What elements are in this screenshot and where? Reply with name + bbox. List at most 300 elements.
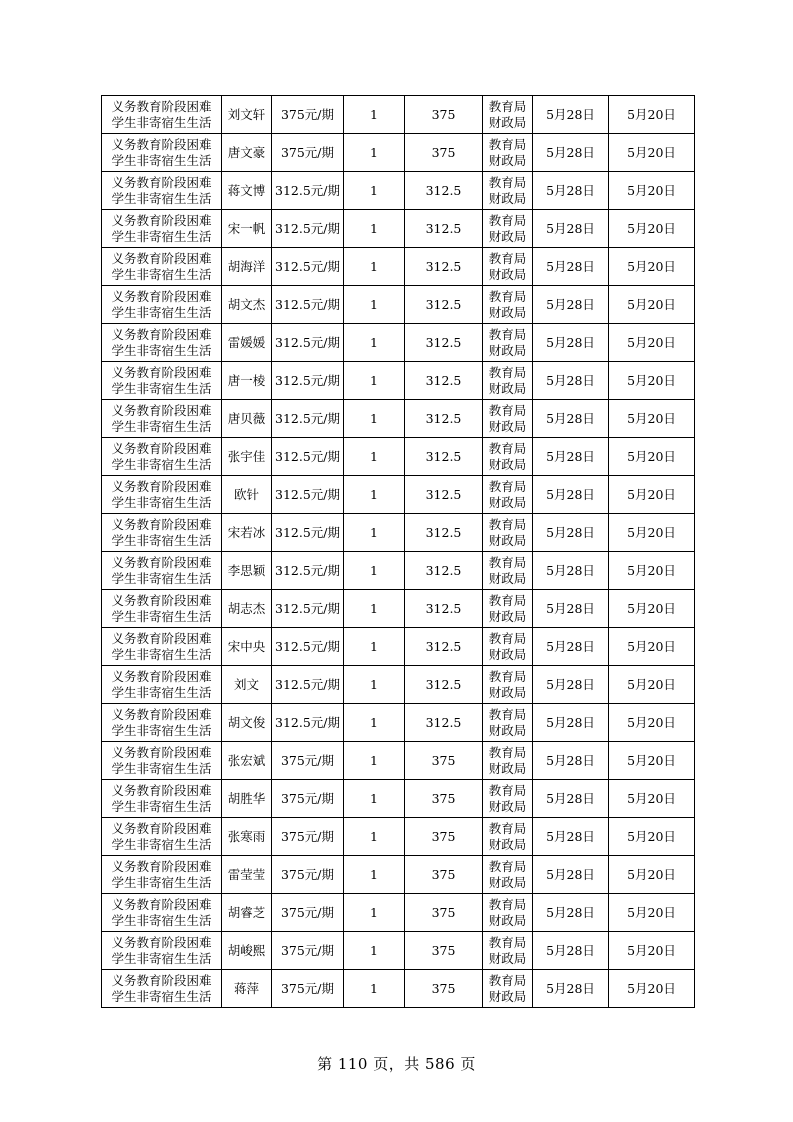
item-line-2: 学生非寄宿生生活 bbox=[111, 152, 212, 168]
count-cell: 1 bbox=[344, 438, 405, 476]
dept-cell bbox=[483, 666, 533, 704]
date-cell-2: 5月20日 bbox=[609, 552, 695, 590]
dept-cell bbox=[483, 704, 533, 742]
item-line-2: 学生非寄宿生生活 bbox=[111, 722, 212, 738]
dept-line-1: 教育局 bbox=[488, 288, 527, 304]
item-line-2: 学生非寄宿生生活 bbox=[111, 608, 212, 624]
date-cell-2: 5月20日 bbox=[609, 894, 695, 932]
date-cell-2: 5月20日 bbox=[609, 172, 695, 210]
date-cell-2: 5月20日 bbox=[609, 96, 695, 134]
count-cell: 1 bbox=[344, 96, 405, 134]
dept-cell bbox=[483, 552, 533, 590]
standard-cell: 312.5元/期 bbox=[272, 666, 344, 704]
item-line-2: 学生非寄宿生生活 bbox=[111, 798, 212, 814]
standard-cell: 375元/期 bbox=[272, 134, 344, 172]
date-cell-1: 5月28日 bbox=[533, 248, 609, 286]
item-line-1: 义务教育阶段困难 bbox=[111, 136, 212, 152]
date-cell-2: 5月20日 bbox=[609, 666, 695, 704]
dept-line-1: 教育局 bbox=[488, 402, 527, 418]
dept-line-2: 财政局 bbox=[488, 646, 527, 662]
item-cell bbox=[102, 400, 222, 438]
count-cell: 1 bbox=[344, 476, 405, 514]
date-cell-2: 5月20日 bbox=[609, 970, 695, 1008]
amount-cell: 375 bbox=[405, 856, 483, 894]
name-cell: 张宏斌 bbox=[222, 742, 272, 780]
item-line-1: 义务教育阶段困难 bbox=[111, 858, 212, 874]
date-cell-2: 5月20日 bbox=[609, 590, 695, 628]
item-line-1: 义务教育阶段困难 bbox=[111, 174, 212, 190]
dept-cell bbox=[483, 362, 533, 400]
item-cell bbox=[102, 362, 222, 400]
date-cell-2: 5月20日 bbox=[609, 400, 695, 438]
table-row bbox=[102, 780, 695, 818]
table-row bbox=[102, 628, 695, 666]
dept-cell bbox=[483, 894, 533, 932]
table-row bbox=[102, 210, 695, 248]
dept-cell bbox=[483, 514, 533, 552]
name-cell: 张寒雨 bbox=[222, 818, 272, 856]
item-line-2: 学生非寄宿生生活 bbox=[111, 304, 212, 320]
count-cell: 1 bbox=[344, 970, 405, 1008]
date-cell-1: 5月28日 bbox=[533, 96, 609, 134]
item-cell bbox=[102, 248, 222, 286]
standard-cell: 312.5元/期 bbox=[272, 400, 344, 438]
count-cell: 1 bbox=[344, 780, 405, 818]
dept-line-1: 教育局 bbox=[488, 212, 527, 228]
item-line-1: 义务教育阶段困难 bbox=[111, 744, 212, 760]
dept-line-1: 教育局 bbox=[488, 706, 527, 722]
standard-cell: 375元/期 bbox=[272, 818, 344, 856]
amount-cell: 312.5 bbox=[405, 362, 483, 400]
item-cell bbox=[102, 628, 222, 666]
item-line-2: 学生非寄宿生生活 bbox=[111, 684, 212, 700]
dept-line-1: 教育局 bbox=[488, 668, 527, 684]
amount-cell: 312.5 bbox=[405, 514, 483, 552]
dept-line-2: 财政局 bbox=[488, 722, 527, 738]
dept-cell bbox=[483, 96, 533, 134]
dept-line-1: 教育局 bbox=[488, 896, 527, 912]
dept-cell bbox=[483, 172, 533, 210]
count-cell: 1 bbox=[344, 590, 405, 628]
item-cell bbox=[102, 780, 222, 818]
standard-cell: 312.5元/期 bbox=[272, 552, 344, 590]
item-line-1: 义务教育阶段困难 bbox=[111, 288, 212, 304]
table-row bbox=[102, 552, 695, 590]
amount-cell: 312.5 bbox=[405, 210, 483, 248]
dept-line-2: 财政局 bbox=[488, 988, 527, 1004]
item-line-1: 义务教育阶段困难 bbox=[111, 972, 212, 988]
dept-line-2: 财政局 bbox=[488, 380, 527, 396]
dept-line-1: 教育局 bbox=[488, 820, 527, 836]
dept-line-2: 财政局 bbox=[488, 684, 527, 700]
date-cell-1: 5月28日 bbox=[533, 742, 609, 780]
standard-cell: 375元/期 bbox=[272, 932, 344, 970]
amount-cell: 375 bbox=[405, 932, 483, 970]
dept-line-1: 教育局 bbox=[488, 440, 527, 456]
date-cell-1: 5月28日 bbox=[533, 210, 609, 248]
dept-line-2: 财政局 bbox=[488, 304, 527, 320]
item-line-1: 义务教育阶段困难 bbox=[111, 402, 212, 418]
item-line-2: 学生非寄宿生生活 bbox=[111, 190, 212, 206]
dept-line-1: 教育局 bbox=[488, 782, 527, 798]
table-row bbox=[102, 856, 695, 894]
date-cell-2: 5月20日 bbox=[609, 818, 695, 856]
subsidy-table bbox=[101, 95, 695, 1008]
amount-cell: 312.5 bbox=[405, 248, 483, 286]
dept-line-1: 教育局 bbox=[488, 972, 527, 988]
name-cell: 胡海洋 bbox=[222, 248, 272, 286]
dept-line-2: 财政局 bbox=[488, 152, 527, 168]
amount-cell: 312.5 bbox=[405, 590, 483, 628]
date-cell-1: 5月28日 bbox=[533, 514, 609, 552]
item-line-1: 义务教育阶段困难 bbox=[111, 934, 212, 950]
table-row bbox=[102, 818, 695, 856]
dept-line-2: 财政局 bbox=[488, 266, 527, 282]
count-cell: 1 bbox=[344, 362, 405, 400]
standard-cell: 312.5元/期 bbox=[272, 628, 344, 666]
date-cell-1: 5月28日 bbox=[533, 552, 609, 590]
dept-line-1: 教育局 bbox=[488, 250, 527, 266]
item-line-1: 义务教育阶段困难 bbox=[111, 592, 212, 608]
table-row bbox=[102, 970, 695, 1008]
item-line-1: 义务教育阶段困难 bbox=[111, 98, 212, 114]
name-cell: 唐贝薇 bbox=[222, 400, 272, 438]
table-row bbox=[102, 932, 695, 970]
dept-line-1: 教育局 bbox=[488, 364, 527, 380]
date-cell-2: 5月20日 bbox=[609, 438, 695, 476]
dept-line-1: 教育局 bbox=[488, 744, 527, 760]
count-cell: 1 bbox=[344, 324, 405, 362]
item-line-2: 学生非寄宿生生活 bbox=[111, 228, 212, 244]
item-cell bbox=[102, 514, 222, 552]
item-line-2: 学生非寄宿生生活 bbox=[111, 836, 212, 852]
date-cell-1: 5月28日 bbox=[533, 856, 609, 894]
standard-cell: 312.5元/期 bbox=[272, 476, 344, 514]
date-cell-1: 5月28日 bbox=[533, 134, 609, 172]
standard-cell: 375元/期 bbox=[272, 856, 344, 894]
item-cell bbox=[102, 438, 222, 476]
dept-cell bbox=[483, 970, 533, 1008]
name-cell: 蒋文博 bbox=[222, 172, 272, 210]
date-cell-1: 5月28日 bbox=[533, 932, 609, 970]
count-cell: 1 bbox=[344, 932, 405, 970]
item-cell bbox=[102, 894, 222, 932]
amount-cell: 312.5 bbox=[405, 172, 483, 210]
count-cell: 1 bbox=[344, 818, 405, 856]
name-cell: 唐一棱 bbox=[222, 362, 272, 400]
item-line-2: 学生非寄宿生生活 bbox=[111, 456, 212, 472]
date-cell-2: 5月20日 bbox=[609, 286, 695, 324]
item-line-2: 学生非寄宿生生活 bbox=[111, 874, 212, 890]
count-cell: 1 bbox=[344, 286, 405, 324]
name-cell: 胡文俊 bbox=[222, 704, 272, 742]
amount-cell: 312.5 bbox=[405, 476, 483, 514]
dept-cell bbox=[483, 134, 533, 172]
dept-line-1: 教育局 bbox=[488, 98, 527, 114]
standard-cell: 375元/期 bbox=[272, 780, 344, 818]
count-cell: 1 bbox=[344, 552, 405, 590]
item-line-1: 义务教育阶段困难 bbox=[111, 668, 212, 684]
standard-cell: 312.5元/期 bbox=[272, 286, 344, 324]
date-cell-1: 5月28日 bbox=[533, 970, 609, 1008]
name-cell: 胡峻熙 bbox=[222, 932, 272, 970]
amount-cell: 375 bbox=[405, 894, 483, 932]
name-cell: 胡文杰 bbox=[222, 286, 272, 324]
page-indicator: 第 110 页，共 586 页 bbox=[317, 1055, 476, 1073]
item-line-2: 学生非寄宿生生活 bbox=[111, 114, 212, 130]
item-cell bbox=[102, 286, 222, 324]
date-cell-2: 5月20日 bbox=[609, 628, 695, 666]
name-cell: 雷媛媛 bbox=[222, 324, 272, 362]
dept-line-2: 财政局 bbox=[488, 418, 527, 434]
count-cell: 1 bbox=[344, 248, 405, 286]
table-row bbox=[102, 96, 695, 134]
name-cell: 蒋萍 bbox=[222, 970, 272, 1008]
item-cell bbox=[102, 134, 222, 172]
table-row bbox=[102, 742, 695, 780]
dept-cell bbox=[483, 932, 533, 970]
count-cell: 1 bbox=[344, 134, 405, 172]
date-cell-2: 5月20日 bbox=[609, 324, 695, 362]
dept-line-2: 财政局 bbox=[488, 570, 527, 586]
date-cell-1: 5月28日 bbox=[533, 286, 609, 324]
item-line-1: 义务教育阶段困难 bbox=[111, 706, 212, 722]
date-cell-1: 5月28日 bbox=[533, 704, 609, 742]
name-cell: 刘文轩 bbox=[222, 96, 272, 134]
item-cell bbox=[102, 704, 222, 742]
dept-line-1: 教育局 bbox=[488, 136, 527, 152]
table-row bbox=[102, 476, 695, 514]
item-cell bbox=[102, 818, 222, 856]
item-cell bbox=[102, 932, 222, 970]
date-cell-1: 5月28日 bbox=[533, 818, 609, 856]
standard-cell: 375元/期 bbox=[272, 742, 344, 780]
dept-cell bbox=[483, 438, 533, 476]
count-cell: 1 bbox=[344, 400, 405, 438]
dept-cell bbox=[483, 210, 533, 248]
name-cell: 欧针 bbox=[222, 476, 272, 514]
table-row bbox=[102, 324, 695, 362]
count-cell: 1 bbox=[344, 628, 405, 666]
date-cell-2: 5月20日 bbox=[609, 476, 695, 514]
standard-cell: 375元/期 bbox=[272, 970, 344, 1008]
date-cell-2: 5月20日 bbox=[609, 134, 695, 172]
item-line-2: 学生非寄宿生生活 bbox=[111, 646, 212, 662]
standard-cell: 375元/期 bbox=[272, 96, 344, 134]
amount-cell: 312.5 bbox=[405, 552, 483, 590]
amount-cell: 375 bbox=[405, 780, 483, 818]
standard-cell: 375元/期 bbox=[272, 894, 344, 932]
item-line-2: 学生非寄宿生生活 bbox=[111, 532, 212, 548]
dept-line-1: 教育局 bbox=[488, 858, 527, 874]
name-cell: 刘文 bbox=[222, 666, 272, 704]
count-cell: 1 bbox=[344, 856, 405, 894]
standard-cell: 312.5元/期 bbox=[272, 590, 344, 628]
dept-line-1: 教育局 bbox=[488, 174, 527, 190]
item-line-1: 义务教育阶段困难 bbox=[111, 212, 212, 228]
name-cell: 唐文豪 bbox=[222, 134, 272, 172]
item-line-1: 义务教育阶段困难 bbox=[111, 782, 212, 798]
date-cell-2: 5月20日 bbox=[609, 704, 695, 742]
item-line-2: 学生非寄宿生生活 bbox=[111, 418, 212, 434]
date-cell-1: 5月28日 bbox=[533, 438, 609, 476]
amount-cell: 312.5 bbox=[405, 324, 483, 362]
dept-cell bbox=[483, 742, 533, 780]
item-line-1: 义务教育阶段困难 bbox=[111, 440, 212, 456]
dept-line-2: 财政局 bbox=[488, 912, 527, 928]
dept-line-2: 财政局 bbox=[488, 456, 527, 472]
dept-line-1: 教育局 bbox=[488, 934, 527, 950]
date-cell-1: 5月28日 bbox=[533, 324, 609, 362]
amount-cell: 375 bbox=[405, 818, 483, 856]
item-cell bbox=[102, 742, 222, 780]
count-cell: 1 bbox=[344, 894, 405, 932]
table-row bbox=[102, 172, 695, 210]
date-cell-1: 5月28日 bbox=[533, 590, 609, 628]
dept-cell bbox=[483, 248, 533, 286]
standard-cell: 312.5元/期 bbox=[272, 704, 344, 742]
date-cell-1: 5月28日 bbox=[533, 666, 609, 704]
dept-cell bbox=[483, 286, 533, 324]
dept-cell bbox=[483, 856, 533, 894]
amount-cell: 312.5 bbox=[405, 400, 483, 438]
amount-cell: 312.5 bbox=[405, 438, 483, 476]
table-row bbox=[102, 514, 695, 552]
count-cell: 1 bbox=[344, 210, 405, 248]
table-row bbox=[102, 438, 695, 476]
name-cell: 胡胜华 bbox=[222, 780, 272, 818]
item-cell bbox=[102, 970, 222, 1008]
item-line-1: 义务教育阶段困难 bbox=[111, 478, 212, 494]
amount-cell: 312.5 bbox=[405, 628, 483, 666]
count-cell: 1 bbox=[344, 704, 405, 742]
dept-line-2: 财政局 bbox=[488, 342, 527, 358]
table-row bbox=[102, 894, 695, 932]
standard-cell: 312.5元/期 bbox=[272, 172, 344, 210]
table-row bbox=[102, 362, 695, 400]
dept-line-1: 教育局 bbox=[488, 516, 527, 532]
dept-line-1: 教育局 bbox=[488, 592, 527, 608]
count-cell: 1 bbox=[344, 742, 405, 780]
name-cell: 宋中央 bbox=[222, 628, 272, 666]
name-cell: 胡睿芝 bbox=[222, 894, 272, 932]
table-row bbox=[102, 704, 695, 742]
item-cell bbox=[102, 476, 222, 514]
dept-cell bbox=[483, 476, 533, 514]
count-cell: 1 bbox=[344, 172, 405, 210]
item-line-2: 学生非寄宿生生活 bbox=[111, 266, 212, 282]
count-cell: 1 bbox=[344, 514, 405, 552]
standard-cell: 312.5元/期 bbox=[272, 514, 344, 552]
dept-cell bbox=[483, 628, 533, 666]
item-line-1: 义务教育阶段困难 bbox=[111, 326, 212, 342]
dept-line-2: 财政局 bbox=[488, 798, 527, 814]
item-cell bbox=[102, 210, 222, 248]
date-cell-2: 5月20日 bbox=[609, 856, 695, 894]
item-line-1: 义务教育阶段困难 bbox=[111, 516, 212, 532]
date-cell-1: 5月28日 bbox=[533, 400, 609, 438]
item-line-2: 学生非寄宿生生活 bbox=[111, 912, 212, 928]
item-line-2: 学生非寄宿生生活 bbox=[111, 342, 212, 358]
dept-cell bbox=[483, 400, 533, 438]
dept-line-1: 教育局 bbox=[488, 554, 527, 570]
dept-line-2: 财政局 bbox=[488, 874, 527, 890]
amount-cell: 375 bbox=[405, 96, 483, 134]
date-cell-2: 5月20日 bbox=[609, 248, 695, 286]
standard-cell: 312.5元/期 bbox=[272, 438, 344, 476]
dept-line-2: 财政局 bbox=[488, 760, 527, 776]
dept-line-2: 财政局 bbox=[488, 494, 527, 510]
dept-line-2: 财政局 bbox=[488, 836, 527, 852]
amount-cell: 375 bbox=[405, 134, 483, 172]
dept-line-2: 财政局 bbox=[488, 114, 527, 130]
dept-line-1: 教育局 bbox=[488, 630, 527, 646]
date-cell-1: 5月28日 bbox=[533, 894, 609, 932]
item-line-2: 学生非寄宿生生活 bbox=[111, 760, 212, 776]
dept-line-1: 教育局 bbox=[488, 326, 527, 342]
count-cell: 1 bbox=[344, 666, 405, 704]
item-line-1: 义务教育阶段困难 bbox=[111, 896, 212, 912]
item-cell bbox=[102, 96, 222, 134]
table-body bbox=[102, 96, 695, 1008]
date-cell-2: 5月20日 bbox=[609, 780, 695, 818]
date-cell-2: 5月20日 bbox=[609, 742, 695, 780]
dept-cell bbox=[483, 780, 533, 818]
date-cell-2: 5月20日 bbox=[609, 514, 695, 552]
date-cell-2: 5月20日 bbox=[609, 362, 695, 400]
date-cell-1: 5月28日 bbox=[533, 362, 609, 400]
dept-cell bbox=[483, 590, 533, 628]
date-cell-2: 5月20日 bbox=[609, 932, 695, 970]
dept-line-2: 财政局 bbox=[488, 190, 527, 206]
table-row bbox=[102, 248, 695, 286]
item-line-1: 义务教育阶段困难 bbox=[111, 820, 212, 836]
dept-cell bbox=[483, 324, 533, 362]
item-line-2: 学生非寄宿生生活 bbox=[111, 570, 212, 586]
amount-cell: 375 bbox=[405, 970, 483, 1008]
name-cell: 雷莹莹 bbox=[222, 856, 272, 894]
table-row bbox=[102, 286, 695, 324]
table-row bbox=[102, 134, 695, 172]
name-cell: 宋若冰 bbox=[222, 514, 272, 552]
dept-line-2: 财政局 bbox=[488, 228, 527, 244]
item-line-2: 学生非寄宿生生活 bbox=[111, 950, 212, 966]
standard-cell: 312.5元/期 bbox=[272, 362, 344, 400]
item-cell bbox=[102, 172, 222, 210]
table-row bbox=[102, 590, 695, 628]
item-line-2: 学生非寄宿生生活 bbox=[111, 380, 212, 396]
table-row bbox=[102, 400, 695, 438]
amount-cell: 312.5 bbox=[405, 704, 483, 742]
date-cell-1: 5月28日 bbox=[533, 780, 609, 818]
standard-cell: 312.5元/期 bbox=[272, 210, 344, 248]
dept-line-2: 财政局 bbox=[488, 950, 527, 966]
date-cell-1: 5月28日 bbox=[533, 172, 609, 210]
dept-cell bbox=[483, 818, 533, 856]
date-cell-1: 5月28日 bbox=[533, 628, 609, 666]
item-line-1: 义务教育阶段困难 bbox=[111, 630, 212, 646]
dept-line-2: 财政局 bbox=[488, 608, 527, 624]
name-cell: 宋一帆 bbox=[222, 210, 272, 248]
amount-cell: 375 bbox=[405, 742, 483, 780]
amount-cell: 312.5 bbox=[405, 666, 483, 704]
date-cell-2: 5月20日 bbox=[609, 210, 695, 248]
standard-cell: 312.5元/期 bbox=[272, 248, 344, 286]
name-cell: 胡志杰 bbox=[222, 590, 272, 628]
item-line-1: 义务教育阶段困难 bbox=[111, 554, 212, 570]
name-cell: 李思颖 bbox=[222, 552, 272, 590]
item-line-2: 学生非寄宿生生活 bbox=[111, 494, 212, 510]
